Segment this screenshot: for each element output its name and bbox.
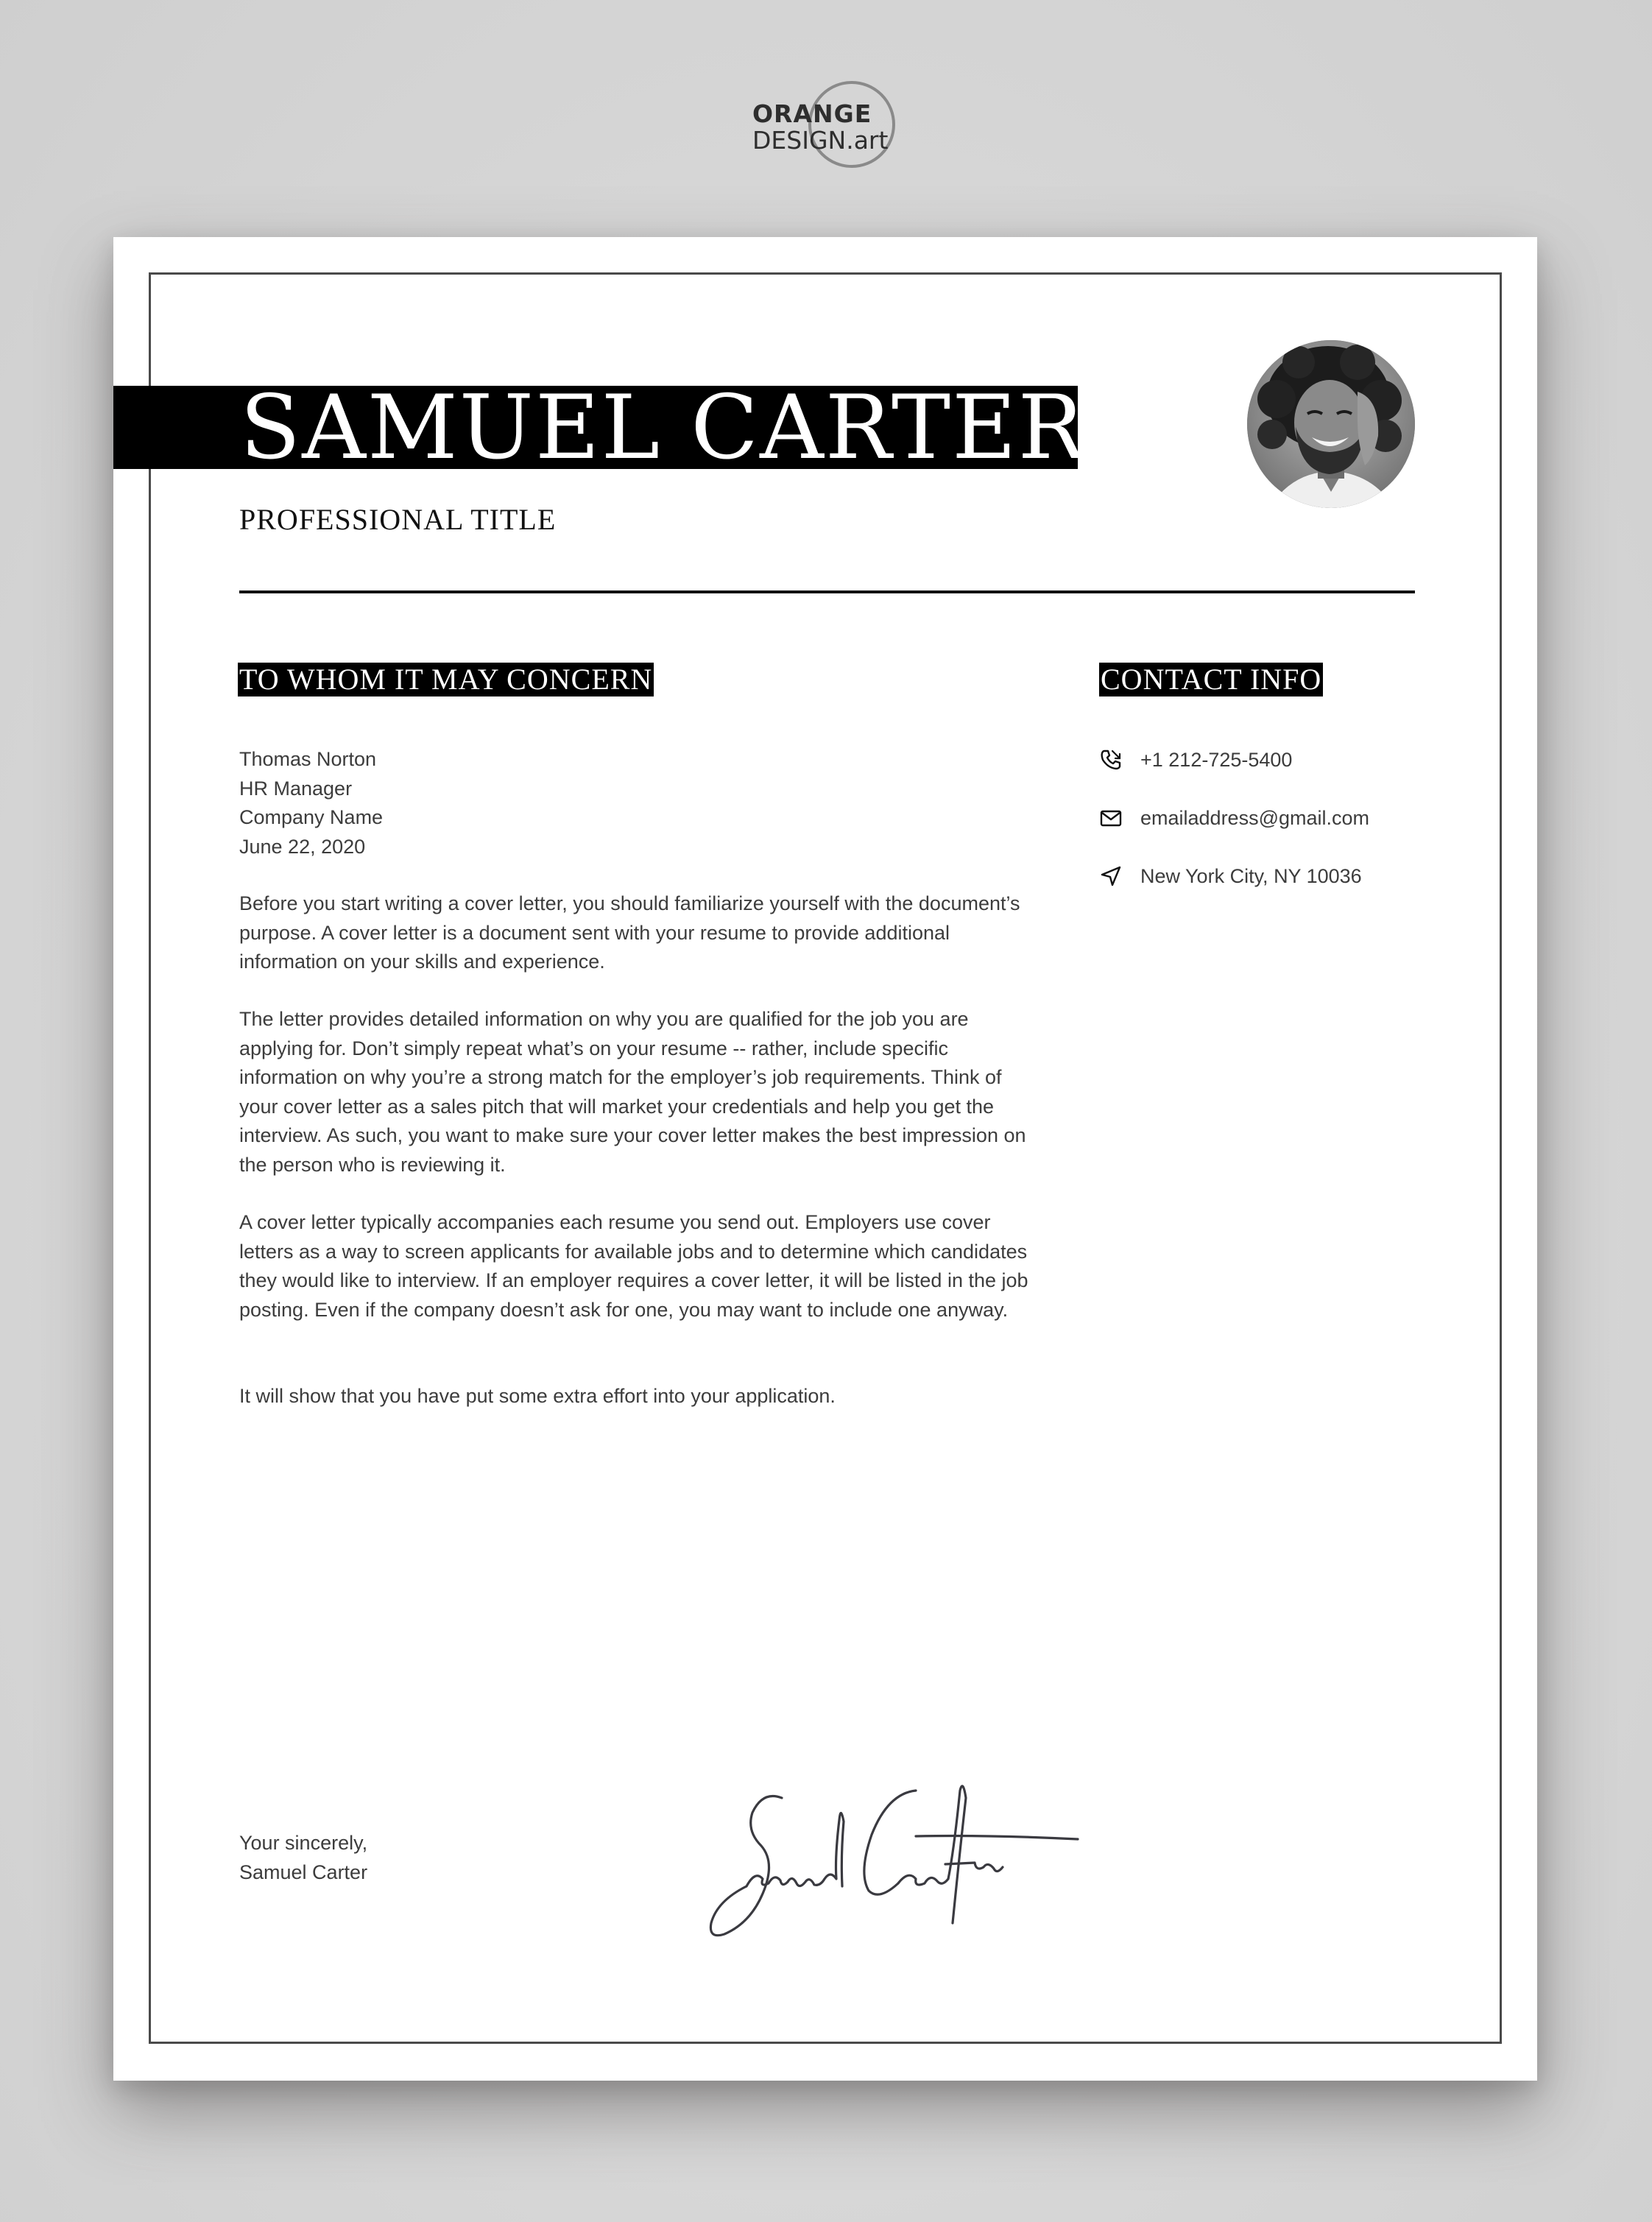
phone-icon: [1099, 748, 1123, 772]
email-value: emailaddress@gmail.com: [1140, 807, 1370, 829]
brand-name-line1: ORANGE: [752, 99, 872, 128]
recipient-block: [239, 745, 1049, 861]
closing-salutation: Your sincerely,: [239, 1832, 368, 1854]
contact-heading: CONTACT INFO: [1101, 663, 1322, 696]
letter-paragraph: The letter provides detailed information on why you are qualified for the job you are applying for. Don’t simply repeat what’s on your resume -- rather, include specific information on why you’re a strong match for the employer’s job requirements. Think of your cover letter as a sales pitch that will market your credentials and help you get the interview. As such, you want to make sure your cover letter makes the best impression on the person who is reviewing it.: [239, 1008, 1026, 1176]
profile-photo: [1247, 340, 1415, 508]
location-arrow-icon: [1099, 864, 1123, 888]
brand-name-line2: DESIGN.art: [752, 126, 889, 155]
phone-value: +1 212-725-5400: [1140, 749, 1293, 771]
letter-paragraph: A cover letter typically accompanies each resume you send out. Employers use cover letters as a way to screen applicants for available jobs and to determine which candidates they would like to interview. If an employer requires a cover letter, it will be listed in the job posting. Even if the company doesn’t ask for one, you may want to include one anyway.: [239, 1211, 1028, 1321]
location-value: New York City, NY 10036: [1140, 865, 1362, 887]
professional-title: PROFESSIONAL TITLE: [239, 503, 557, 536]
letter-date: June 22, 2020: [239, 835, 366, 858]
applicant-name: SAMUEL CARTER: [240, 377, 1087, 479]
header-divider: [239, 590, 1415, 593]
letter-heading: TO WHOM IT MAY CONCERN: [239, 663, 653, 696]
recipient-role: HR Manager: [239, 777, 353, 800]
closing-name: Samuel Carter: [239, 1861, 368, 1883]
profile-photo-image: [1247, 340, 1415, 508]
recipient-company: Company Name: [239, 806, 384, 828]
signature: [695, 1776, 1092, 1953]
letter-paragraph: It will show that you have put some extra effort into your application.: [239, 1385, 836, 1407]
letter-paragraph: Before you start writing a cover letter, you should familiarize yourself with the document’s purpose. A cover letter is a document sent with your resume to provide additional information on your skills and experience.: [239, 892, 1020, 973]
recipient-name: Thomas Norton: [239, 748, 377, 770]
closing-block: [239, 1829, 367, 1887]
cover-letter-page: [113, 237, 1537, 2081]
brand-logo: [751, 80, 913, 175]
envelope-icon: [1099, 806, 1123, 830]
